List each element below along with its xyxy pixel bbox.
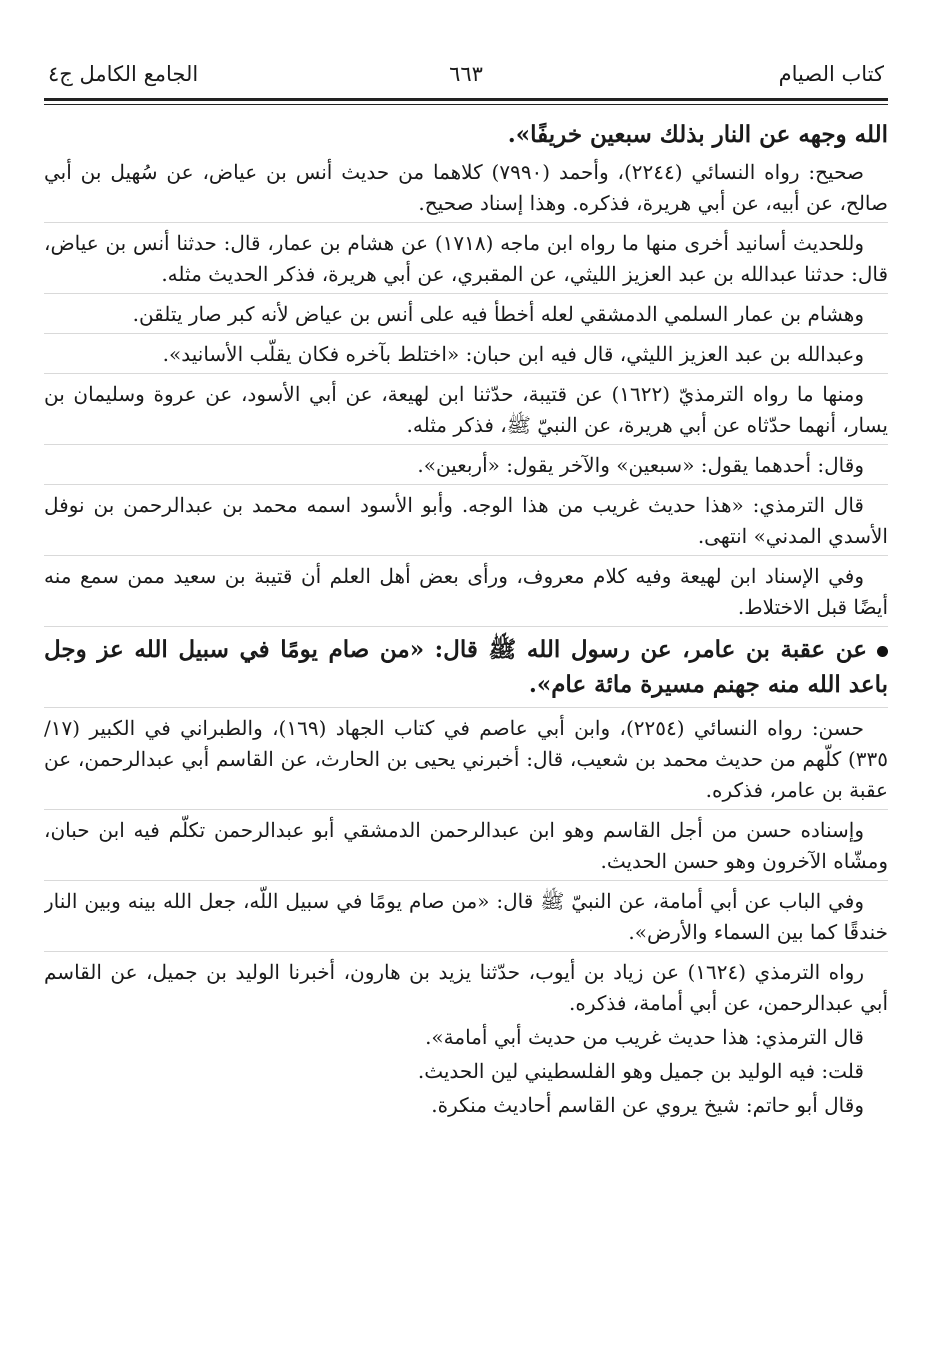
- paragraph-narrator-note: وهشام بن عمار السلمي الدمشقي لعله أخطأ فيه على أنس بن عياض لأنه كبر صار يتلقن.: [132, 302, 864, 326]
- header-book-title: الجامع الكامل ج٤: [48, 62, 199, 86]
- paragraph-tirmidhi-chain: ومنها ما رواه الترمذيّ (١٦٢٢) عن قتيبة، حدّثنا ابن لهيعة، عن أبي الأسود، عن عروة وسليمان بن يسار، أنهما حدّثاه عن أبي هريرة، عن النبيّ ﷺ، فذكر مثله.: [44, 382, 888, 437]
- paragraph-chain-note: وفي الإسناد ابن لهيعة وفيه كلام معروف، ورأى بعض أهل العلم أن قتيبة بن سعيد ممن سمع منه أيضًا قبل الاختلاط.: [44, 564, 888, 619]
- paragraph-divider: [44, 373, 888, 374]
- page-number: ٦٦٣: [449, 62, 483, 86]
- paragraph-hadith: [44, 632, 888, 702]
- paragraph-grading: حسن: رواه النسائي (٢٢٥٤)، وابن أبي عاصم في كتاب الجهاد (١٦٩)، والطبراني في الكبير (١٧/ ٣٣٥) كلّهم من حديث محمد بن شعيب، قال: أخبرني يحيى بن الحارث، عن القاسم أبي عبدالرحمن، عن عقبة بن عامر، فذكره.: [44, 716, 888, 802]
- paragraph-divider: [44, 293, 888, 294]
- paragraph-divider: [44, 222, 888, 223]
- paragraph-tirmidhi-chain: رواه الترمذي (١٦٢٤) عن زياد بن أيوب، حدّثنا يزيد بن هارون، أخبرنا الوليد بن جميل، عن القاسم أبي عبدالرحمن، عن أبي أمامة، فذكره.: [44, 960, 888, 1015]
- bullet-icon: [877, 646, 888, 657]
- paragraph-tirmidhi-comment: قال الترمذي: «هذا حديث غريب من هذا الوجه. وأبو الأسود اسمه محمد بن عبدالرحمن بن نوفل الأسدي المدني» انتهى.: [44, 493, 888, 548]
- body-text: [44, 117, 888, 1121]
- paragraph-narrator-note: وعبدالله بن عبد العزيز الليثي، قال فيه ابن حبان: «اختلط بآخره فكان يقلّب الأسانيد».: [162, 342, 864, 366]
- paragraph-hadith-continuation: الله وجهه عن النار بذلك سبعين خريفًا».: [507, 121, 888, 148]
- paragraph-divider: [44, 951, 888, 952]
- running-header: [44, 52, 888, 96]
- document-page: [44, 52, 888, 1352]
- header-rule-thin: [44, 104, 888, 105]
- paragraph-divider: [44, 626, 888, 627]
- paragraph-divider: [44, 555, 888, 556]
- header-rule-thick: [44, 98, 888, 101]
- paragraph-quote: وقال: أحدهما يقول: «سبعين» والآخر يقول: «أربعين».: [417, 453, 864, 477]
- paragraph-tirmidhi-comment: قال الترمذي: هذا حديث غريب من حديث أبي أمامة».: [425, 1025, 864, 1049]
- paragraph-chain-note: وإسناده حسن من أجل القاسم وهو ابن عبدالرحمن الدمشقي أبو عبدالرحمن تكلّم فيه ابن حبان، ومشّاه الآخرون وهو حسن الحديث.: [44, 818, 888, 873]
- paragraph-divider: [44, 707, 888, 708]
- hadith-text: عن عقبة بن عامر، عن رسول الله ﷺ قال: «من صام يومًا في سبيل الله عز وجل باعد الله منه جهنم مسيرة مائة عام».: [44, 636, 888, 698]
- paragraph-other-chains: وللحديث أسانيد أخرى منها ما رواه ابن ماجه (١٧١٨) عن هشام بن عمار، قال: حدثنا أنس بن عياض، قال: حدثنا عبدالله بن عبد العزيز الليثي، عن المقبري، عن أبي هريرة، فذكر الحديث مثله.: [44, 231, 888, 286]
- paragraph-author-note: قلت: فيه الوليد بن جميل وهو الفلسطيني لين الحديث.: [417, 1059, 864, 1083]
- paragraph-divider: [44, 880, 888, 881]
- header-section-title: كتاب الصيام: [778, 62, 884, 86]
- paragraph-divider: [44, 333, 888, 334]
- paragraph-divider: [44, 809, 888, 810]
- paragraph-grading: صحيح: رواه النسائي (٢٢٤٤)، وأحمد (٧٩٩٠) كلاهما من حديث أنس بن عياض، عن سُهيل بن أبي صالح، عن أبيه، عن أبي هريرة، فذكره. وهذا إسناد صحيح.: [44, 160, 888, 215]
- paragraph-divider: [44, 444, 888, 445]
- paragraph-abu-hatim: وقال أبو حاتم: شيخ يروي عن القاسم أحاديث منكرة.: [431, 1093, 864, 1117]
- paragraph-related-hadith: وفي الباب عن أبي أمامة، عن النبيّ ﷺ قال: «من صام يومًا في سبيل اللّه، جعل الله بينه وبين النار خندقًا كما بين السماء والأرض».: [44, 889, 888, 944]
- paragraph-divider: [44, 484, 888, 485]
